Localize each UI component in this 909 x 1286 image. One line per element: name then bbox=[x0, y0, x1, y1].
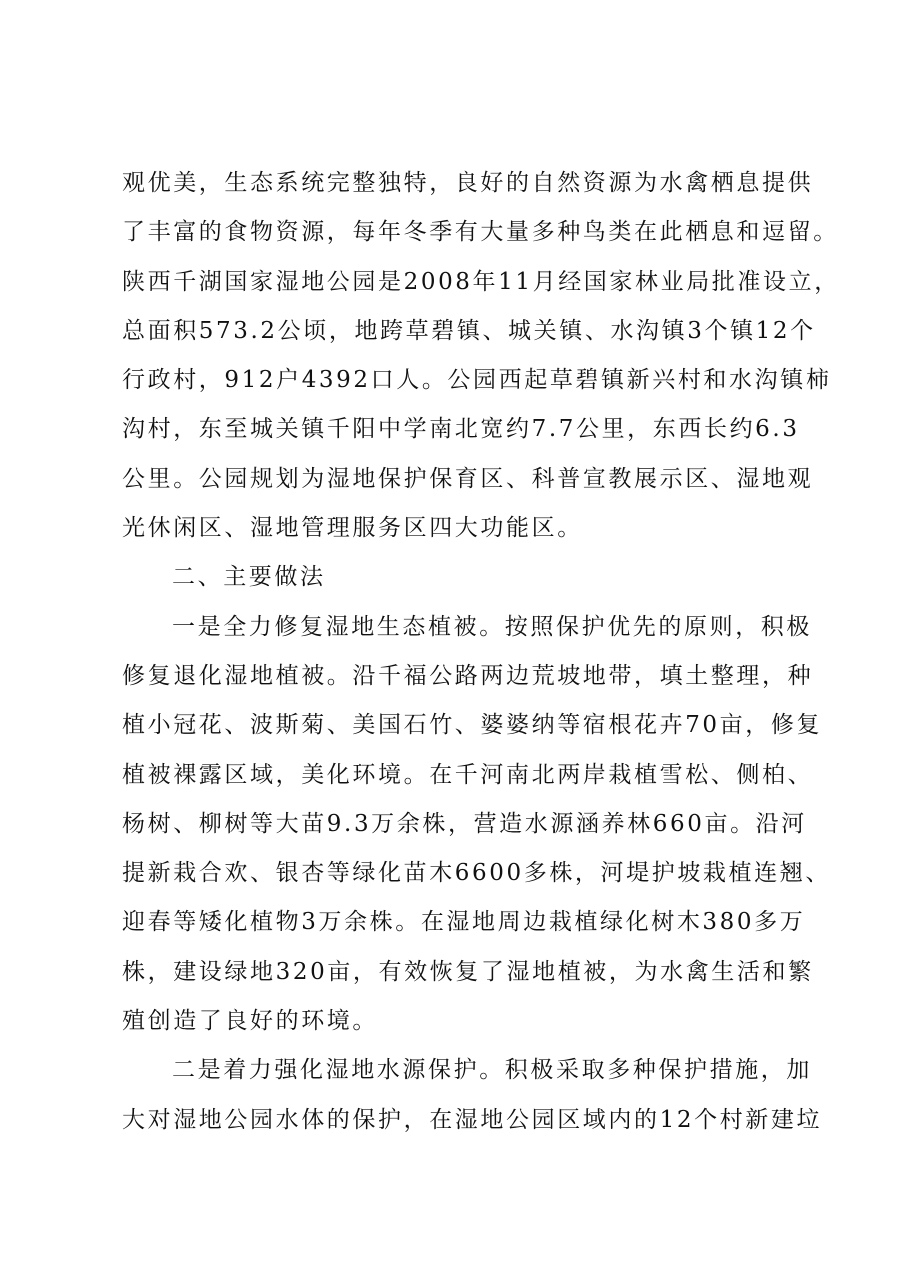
text-line-8: 光休闲区、湿地管理服务区四大功能区。 bbox=[122, 515, 583, 542]
text-line-1: 观优美，生态系统完整独特，良好的自然资源为水禽栖息提供 bbox=[122, 170, 814, 196]
text-line-10: 一是全力修复湿地生态植被。按照保护优先的原则，积极 bbox=[172, 613, 812, 640]
text-line-14: 杨树、柳树等大苗9.3万余株，营造水源涵养林660亩。沿河 bbox=[122, 810, 807, 837]
text-line-4: 总面积573.2公顷，地跨草碧镇、城关镇、水沟镇3个镇12个 bbox=[122, 317, 816, 344]
text-line-16: 迎春等矮化植物3万余株。在湿地周边栽植绿化树木380多万 bbox=[122, 909, 806, 936]
document-body bbox=[122, 159, 840, 1145]
text-line-13: 植被裸露区域，美化环境。在千河南北两岸栽植雪松、侧柏、 bbox=[122, 761, 814, 788]
text-line-3: 陕西千湖国家湿地公园是2008年11月经国家林业局批准设立， bbox=[122, 268, 840, 295]
text-line-18: 殖创造了良好的环境。 bbox=[122, 1008, 378, 1035]
text-line-5: 行政村，912户4392口人。公园西起草碧镇新兴村和水沟镇柿 bbox=[122, 367, 832, 394]
text-line-11: 修复退化湿地植被。沿千福公路两边荒坡地带，填土整理，种 bbox=[122, 662, 814, 689]
text-line-17: 株，建设绿地320亩，有效恢复了湿地植被，为水禽生活和繁 bbox=[122, 958, 814, 985]
section-heading: 二、主要做法 bbox=[172, 564, 326, 591]
text-line-2: 了丰富的食物资源，每年冬季有大量多种鸟类在此栖息和逗留。 bbox=[122, 219, 839, 246]
text-line-12: 植小冠花、波斯菊、美国石竹、婆婆纳等宿根花卉70亩，修复 bbox=[122, 712, 823, 739]
text-line-6: 沟村，东至城关镇千阳中学南北宽约7.7公里，东西长约6.3 bbox=[122, 416, 800, 443]
text-line-15: 提新栽合欢、银杏等绿化苗木6600多株，河堤护坡栽植连翘、 bbox=[122, 860, 831, 887]
text-line-20: 大对湿地公园水体的保护，在湿地公园区域内的12个村新建垃 bbox=[122, 1106, 823, 1133]
text-line-19: 二是着力强化湿地水源保护。积极采取多种保护措施，加 bbox=[172, 1057, 812, 1084]
text-line-7: 公里。公园规划为湿地保护保育区、科普宣教展示区、湿地观 bbox=[122, 465, 814, 492]
